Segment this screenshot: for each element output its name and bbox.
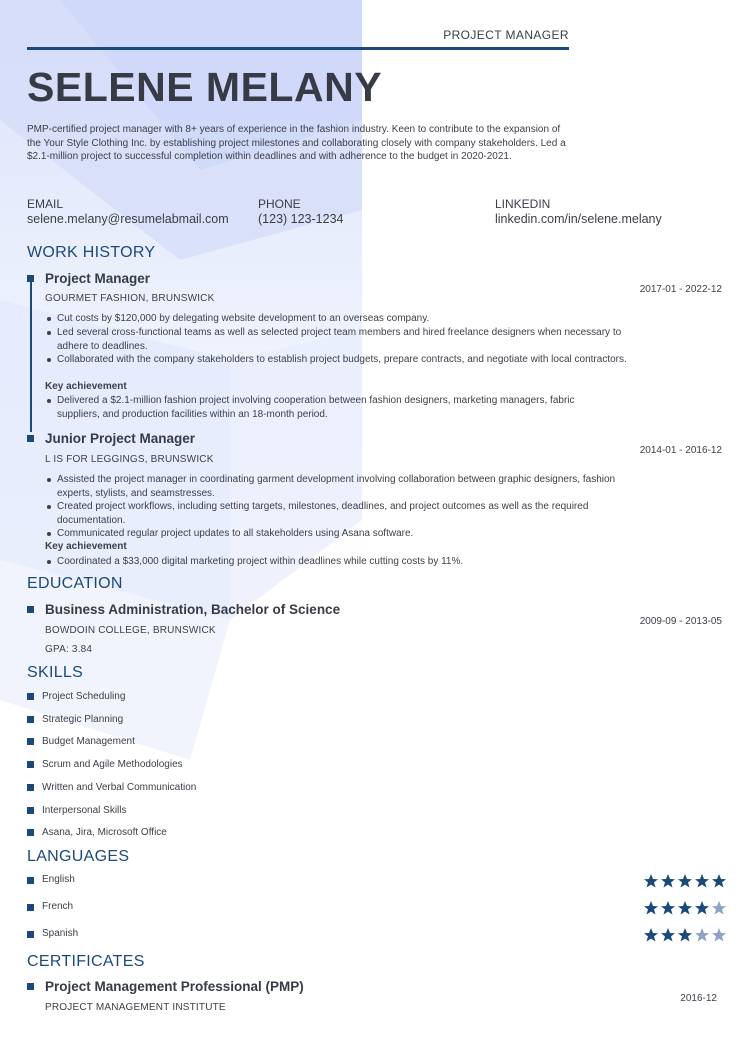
education-marker — [27, 606, 34, 613]
skill-marker — [27, 784, 34, 791]
job-company: GOURMET FASHION, BRUNSWICK — [45, 293, 215, 304]
language-rating — [643, 927, 727, 943]
star-filled-icon — [711, 873, 727, 889]
certificate-date: 2016-12 — [680, 993, 717, 1004]
timeline-line — [30, 282, 32, 432]
job-date: 2014-01 - 2016-12 — [639, 445, 722, 456]
gpa: GPA: 3.84 — [45, 644, 93, 655]
star-empty-icon — [694, 927, 710, 943]
language-rating — [643, 873, 727, 889]
star-filled-icon — [643, 873, 659, 889]
skill-marker — [27, 807, 34, 814]
school-name: BOWDOIN COLLEGE, BRUNSWICK — [45, 625, 216, 636]
timeline-marker — [27, 435, 34, 442]
education-heading: EDUCATION — [27, 575, 123, 592]
skills-heading: SKILLS — [27, 664, 84, 681]
key-achievement-bullet: Delivered a $2.1-million fashion project involving cooperation between fashion designers, marketing managers, fabric suppliers, and production facilities within an 18-month period. — [57, 394, 617, 421]
job-title: Project Manager — [45, 271, 151, 286]
candidate-name: SELENE MELANY — [27, 64, 383, 110]
email-label: EMAIL — [27, 197, 64, 211]
star-filled-icon — [677, 900, 693, 916]
email-value[interactable]: selene.melany@resumelabmail.com — [27, 212, 229, 226]
job-bullet: Cut costs by $120,000 by delegating website development to an overseas company. — [57, 312, 637, 326]
skill-item: Asana, Jira, Microsoft Office — [42, 827, 167, 839]
header-job-title: PROJECT MANAGER — [443, 28, 569, 42]
language-rating — [643, 900, 727, 916]
star-filled-icon — [694, 900, 710, 916]
header-rule — [27, 47, 569, 50]
skill-marker — [27, 829, 34, 836]
star-empty-icon — [711, 927, 727, 943]
skill-item: Budget Management — [42, 736, 135, 748]
star-filled-icon — [677, 927, 693, 943]
language-name: French — [42, 901, 74, 912]
key-achievement-label: Key achievement — [45, 541, 127, 552]
star-filled-icon — [643, 900, 659, 916]
skill-marker — [27, 738, 34, 745]
skill-item: Scrum and Agile Methodologies — [42, 759, 183, 771]
star-filled-icon — [694, 873, 710, 889]
job-company: L IS FOR LEGGINGS, BRUNSWICK — [45, 454, 214, 465]
star-filled-icon — [660, 873, 676, 889]
job-bullet: Led several cross-functional teams as well as selected project team members and hired freelance designers when necessary to adhere to deadlines. — [57, 326, 637, 353]
language-marker — [27, 904, 34, 911]
language-name: Spanish — [42, 928, 79, 939]
star-filled-icon — [643, 927, 659, 943]
language-name: English — [42, 874, 75, 885]
job-bullet: Assisted the project manager in coordinating garment development involving collaboration between graphic designers, fashion experts, stylists, and seamstresses. — [57, 473, 637, 500]
certificate-issuer: PROJECT MANAGEMENT INSTITUTE — [45, 1002, 226, 1013]
job-bullet: Communicated regular project updates to all stakeholders using Asana software. — [57, 527, 637, 541]
job-title: Junior Project Manager — [45, 431, 196, 446]
skill-item: Project Scheduling — [42, 691, 126, 702]
skill-marker — [27, 716, 34, 723]
linkedin-value[interactable]: linkedin.com/in/selene.melany — [495, 212, 662, 226]
language-marker — [27, 877, 34, 884]
degree-title: Business Administration, Bachelor of Science — [45, 602, 341, 617]
skill-item: Written and Verbal Communication — [42, 781, 197, 793]
star-filled-icon — [677, 873, 693, 889]
skill-item: Interpersonal Skills — [42, 804, 127, 816]
phone-value[interactable]: (123) 123-1234 — [258, 212, 344, 226]
certificate-marker — [27, 983, 34, 990]
job-bullet: Collaborated with the company stakeholders to establish project budgets, prepare contracts, and negotiate with local contractors. — [57, 353, 637, 367]
job-bullet: Created project workflows, including setting targets, milestones, deadlines, and project outcomes as well as the required documentation. — [57, 500, 637, 527]
star-filled-icon — [660, 927, 676, 943]
phone-label: PHONE — [258, 197, 301, 211]
work-history-heading: WORK HISTORY — [27, 244, 156, 261]
star-empty-icon — [711, 900, 727, 916]
languages-heading: LANGUAGES — [27, 848, 130, 865]
linkedin-label: LINKEDIN — [495, 197, 551, 211]
job-date: 2017-01 - 2022-12 — [639, 284, 722, 295]
certificates-heading: CERTIFICATES — [27, 953, 145, 970]
certificate-title: Project Management Professional (PMP) — [45, 979, 304, 994]
skill-marker — [27, 761, 34, 768]
key-achievement-label: Key achievement — [45, 381, 127, 392]
summary: PMP-certified project manager with 8+ years of experience in the fashion industry. Keen to contribute to the expansion of the Your Style Clothing Inc. by establishing project milestones and collaborating closely with company stakeholders. Led a $2.1-million project to successful completion within deadlines and with adherence to the budget in 2020-2021. — [27, 124, 566, 162]
education-date: 2009-09 - 2013-05 — [639, 616, 722, 627]
language-marker — [27, 931, 34, 938]
timeline-marker — [27, 275, 34, 282]
star-filled-icon — [660, 900, 676, 916]
skill-item: Strategic Planning — [42, 713, 124, 725]
key-achievement-bullet: Coordinated a $33,000 digital marketing project within deadlines while cutting costs by 11%. — [57, 555, 637, 569]
skill-marker — [27, 693, 34, 700]
